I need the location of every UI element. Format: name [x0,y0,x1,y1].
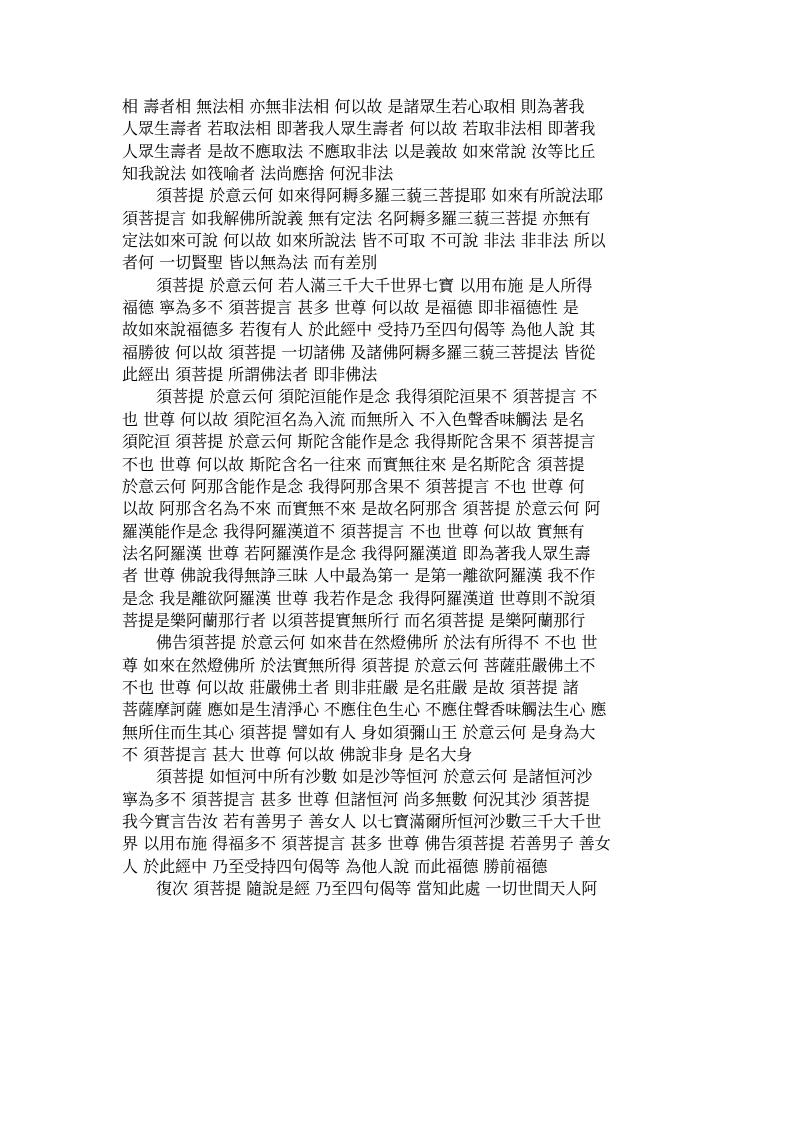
text-line: 人眾生壽者 若取法相 即著我人眾生壽者 何以故 若取非法相 即著我 [122,119,596,139]
text-line: 寧為多不 須菩提言 甚多 世尊 但諸恒河 尚多無數 何況其沙 須菩提 [122,789,590,809]
text-line: 是念 我是離欲阿羅漢 世尊 我若作是念 我得阿羅漢道 世尊則不說須 [122,588,596,608]
paragraph-first-line: 須菩提 於意云何 如來得阿耨多羅三藐三菩提耶 如來有所說法耶 [156,186,604,206]
text-line: 人眾生壽者 是故不應取法 不應取非法 以是義故 如來常說 汝等比丘 [122,141,596,161]
text-line: 相 壽者相 無法相 亦無非法相 何以故 是諸眾生若心取相 則為著我 [122,97,585,116]
text-line: 羅漢能作是念 我得阿羅漢道不 須菩提言 不也 世尊 何以故 實無有 [122,521,585,541]
text-line: 須陀洹 須菩提 於意云何 斯陀含能作是念 我得斯陀含果不 須菩提言 [122,432,596,452]
paragraph-first-line: 須菩提 於意云何 須陀洹能作是念 我得須陀洹果不 須菩提言 不 [156,387,598,407]
text-line: 福勝彼 何以故 須菩提 一切諸佛 及諸佛阿耨多羅三藐三菩提法 皆從 [122,342,596,362]
paragraph-first-line: 復次 須菩提 隨說是經 乃至四句偈等 當知此處 一切世間天人阿 [156,879,598,899]
text-line: 我今實言告汝 若有善男子 善女人 以七寶滿爾所恒河沙數三千大千世 [122,812,602,831]
text-line: 人 於此經中 乃至受持四句偈等 為他人說 而此福德 勝前福德 [122,856,548,876]
text-line: 菩薩摩訶薩 應如是生清淨心 不應住色生心 不應住聲香味觸法生心 應 [122,700,607,720]
text-line: 不也 世尊 何以故 斯陀含名一往來 而實無往來 是名斯陀含 須菩提 [122,454,585,474]
text-line: 須菩提言 如我解佛所說義 無有定法 名阿耨多羅三藐三菩提 亦無有 [122,208,591,228]
paragraph-first-line: 佛告須菩提 於意云何 如來昔在然燈佛所 於法有所得不 不也 世 [156,633,598,653]
text-line: 法名阿羅漢 世尊 若阿羅漢作是念 我得阿羅漢道 即為著我人眾生壽 [122,543,591,563]
text-line: 不 須菩提言 甚大 世尊 何以故 佛說非身 是名大身 [122,744,473,764]
text-line: 福德 寧為多不 須菩提言 甚多 世尊 何以故 是福德 即非福德性 是 [122,298,579,318]
text-line: 不也 世尊 何以故 莊嚴佛土者 則非莊嚴 是名莊嚴 是故 須菩提 諸 [122,677,579,697]
paragraph-first-line: 須菩提 於意云何 若人滿三千大千世界七寶 以用布施 是人所得 [156,275,593,295]
text-line: 者 世尊 佛說我得無諍三昧 人中最為第一 是第一離欲阿羅漢 我不作 [122,566,596,586]
text-line: 尊 如來在然燈佛所 於法實無所得 須菩提 於意云何 菩薩莊嚴佛土不 [122,655,596,675]
text-line: 也 世尊 何以故 須陀洹名為入流 而無所入 不入色聲香味觸法 是名 [122,409,585,429]
text-line: 者何 一切賢聖 皆以無為法 而有差別 [122,253,378,273]
paragraph-first-line: 須菩提 如恒河中所有沙數 如是沙等恒河 於意云何 是諸恒河沙 [156,767,593,787]
text-line: 於意云何 阿那含能作是念 我得阿那含果不 須菩提言 不也 世尊 何 [122,476,585,496]
text-line: 定法如來可說 何以故 如來所說法 皆不可取 不可說 非法 非非法 所以 [122,231,606,251]
text-line: 界 以用布施 得福多不 須菩提言 甚多 世尊 佛告須菩提 若善男子 善女 [122,834,611,854]
scripture-page [122,96,684,900]
text-line: 無所住而生其心 須菩提 譬如有人 身如須彌山王 於意云何 是身為大 [122,722,596,742]
text-line: 此經出 須菩提 所謂佛法者 即非佛法 [122,365,378,385]
text-line: 知我說法 如筏喻者 法尚應捨 何況非法 [122,164,394,184]
text-line: 以故 阿那含名為不來 而實無不來 是故名阿那含 須菩提 於意云何 阿 [122,499,601,519]
text-line: 故如來說福德多 若復有人 於此經中 受持乃至四句偈等 為他人說 其 [122,320,596,340]
text-line: 菩提是樂阿蘭那行者 以須菩提實無所行 而名須菩提 是樂阿蘭那行 [122,610,586,630]
